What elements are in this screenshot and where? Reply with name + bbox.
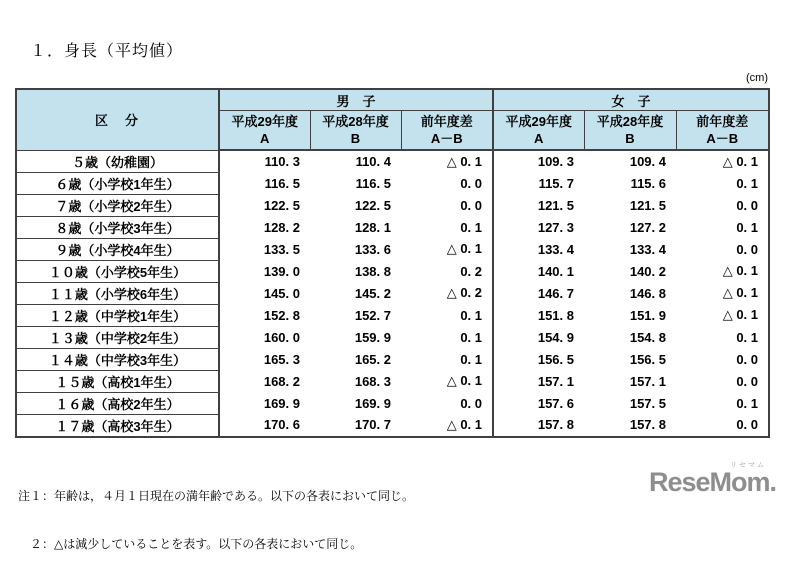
cell-girls-h29: 157. 8: [537, 417, 574, 433]
cell-girls-h28: 146. 8: [629, 285, 666, 301]
cell-girls-h29: 115. 7: [538, 175, 574, 191]
cell-girls-h29: 146. 7: [537, 285, 574, 301]
cell-girls-h28: 127. 2: [629, 219, 666, 235]
cell-boys-diff: △ 0. 1: [401, 414, 493, 437]
cell-boys-h28: 128. 1: [354, 219, 391, 235]
cell-boys-h29: 128. 2: [263, 219, 300, 235]
col-header-girls-diff: [676, 111, 769, 151]
logo-ruby-text: リセマム: [730, 462, 766, 469]
row-label: １４歳（中学校3年生）: [16, 348, 219, 370]
col-header-line2: B: [625, 131, 635, 146]
cell-boys-h28: 133. 6: [354, 241, 391, 257]
cell-girls-diff: 0. 0: [736, 373, 758, 389]
cell-girls-h28: 121. 5: [629, 197, 666, 213]
row-label: ８歳（小学校3年生）: [16, 216, 219, 238]
cell-girls-diff: 0. 0: [736, 241, 758, 257]
row-label: １６歳（高校2年生）: [16, 392, 219, 414]
table-row: [16, 282, 769, 304]
table-row: [16, 260, 769, 282]
cell-boys-h28: 159. 9: [354, 329, 391, 345]
row-label: １７歳（高校3年生）: [16, 414, 219, 437]
table-row: [16, 194, 769, 216]
cell-boys-h29: 122. 5: [263, 197, 300, 213]
cell-girls-diff: 0. 1: [736, 219, 758, 235]
col-header-line1: 平成28年度: [596, 114, 664, 129]
cell-girls-diff: △ 0. 1: [722, 153, 758, 169]
resemom-logo: [649, 460, 776, 495]
row-label: １５歳（高校1年生）: [16, 370, 219, 392]
col-header-line2: A: [534, 131, 544, 146]
cell-boys-h28: 152. 7: [354, 307, 391, 323]
cell-girls-h28: 151. 9: [629, 307, 666, 323]
col-header-girls-h28: [584, 111, 676, 151]
cell-girls-diff: △ 0. 1: [722, 307, 758, 322]
cell-boys-h28: 170. 7: [354, 417, 391, 433]
cell-boys-h29: 110. 3: [264, 154, 300, 169]
cell-boys-h29: 170. 6: [263, 417, 300, 433]
table-row: [16, 238, 769, 260]
cell-girls-h28: 140. 2: [629, 263, 666, 279]
height-average-table: [15, 88, 770, 438]
cell-girls-h28: 157. 8: [629, 417, 666, 433]
cell-boys-h28: 138. 8: [354, 263, 391, 279]
cell-girls-h29: 156. 5: [537, 351, 574, 367]
row-label: ５歳（幼稚園）: [16, 150, 219, 172]
cell-boys-diff: 0. 1: [401, 304, 493, 326]
row-label: １２歳（中学校1年生）: [16, 304, 219, 326]
cell-girls-diff: 0. 1: [736, 329, 758, 345]
cell-boys-diff: △ 0. 2: [401, 282, 493, 304]
cell-girls-h29: 151. 8: [537, 307, 574, 323]
col-header-line1: 前年度差: [696, 114, 749, 129]
col-header-boys-h29: [219, 111, 310, 151]
cell-girls-h29: 109. 3: [537, 154, 574, 169]
col-header-boys-h28: [310, 111, 401, 151]
table-row: [16, 304, 769, 326]
logo-wordmark: ReseMom.: [648, 467, 776, 497]
cell-boys-h28: 110. 4: [355, 154, 391, 169]
cell-girls-diff: 0. 0: [736, 197, 758, 213]
cell-girls-diff: 0. 0: [736, 417, 758, 433]
cell-girls-h29: 157. 6: [537, 395, 574, 411]
cell-boys-diff: △ 0. 1: [401, 150, 493, 172]
table-row: [16, 414, 769, 437]
cell-boys-h29: 145. 0: [263, 285, 300, 301]
cell-boys-h29: 160. 0: [263, 329, 300, 345]
cell-boys-h29: 116. 5: [264, 175, 300, 191]
cell-girls-diff: △ 0. 1: [722, 285, 758, 300]
cell-boys-h28: 165. 2: [354, 351, 391, 367]
cell-girls-h28: 157. 1: [629, 373, 666, 389]
cell-boys-h29: 139. 0: [263, 263, 300, 279]
group-header-boys: 男 子: [219, 89, 493, 111]
col-header-line2: A－B: [706, 131, 739, 146]
cell-girls-diff: 0. 1: [736, 175, 758, 191]
col-header-line1: 平成29年度: [505, 114, 572, 129]
cell-boys-h28: 168. 3: [354, 373, 391, 389]
cell-boys-diff: 0. 1: [401, 326, 493, 348]
cell-girls-h29: 140. 1: [537, 263, 574, 279]
row-label: １３歳（中学校2年生）: [16, 326, 219, 348]
cell-girls-h29: 121. 5: [537, 197, 574, 213]
cell-boys-diff: 0. 0: [401, 392, 493, 414]
table-row: [16, 150, 769, 172]
cell-girls-diff: △ 0. 1: [722, 263, 758, 278]
col-header-line2: B: [350, 131, 361, 146]
cell-boys-h28: 122. 5: [354, 197, 391, 213]
cell-boys-h29: 133. 5: [263, 241, 300, 257]
footnotes: [18, 456, 414, 568]
row-label: １１歳（小学校6年生）: [16, 282, 219, 304]
cell-boys-h29: 152. 8: [263, 307, 300, 323]
unit-label: (cm): [746, 72, 768, 84]
col-header-line2: A－B: [430, 131, 463, 146]
col-header-line2: A: [260, 131, 270, 146]
footnote-2: ２：△は減少していることを表す。以下の各表において同じ。: [18, 537, 363, 551]
page-title: １．身長（平均値）: [30, 43, 184, 60]
col-header-line1: 平成28年度: [322, 114, 389, 129]
cell-girls-h29: 154. 9: [537, 329, 574, 345]
col-header-line1: 平成29年度: [231, 114, 298, 129]
row-label: ９歳（小学校4年生）: [16, 238, 219, 260]
table-row: [16, 326, 769, 348]
table-row: [16, 370, 769, 392]
cell-boys-h29: 169. 9: [263, 395, 300, 411]
footnote-1: 注１：年齢は，４月１日現在の満年齢である。以下の各表において同じ。: [18, 489, 415, 503]
col-header-girls-h29: [493, 111, 584, 151]
cell-girls-h28: 157. 5: [629, 395, 666, 411]
cell-girls-diff: 0. 1: [736, 395, 758, 411]
cell-boys-h29: 165. 3: [263, 351, 300, 367]
row-label: ７歳（小学校2年生）: [16, 194, 219, 216]
col-header-boys-diff: [401, 111, 493, 151]
cell-boys-diff: 0. 0: [401, 194, 493, 216]
cell-boys-diff: △ 0. 1: [401, 238, 493, 260]
cell-girls-h29: 133. 4: [537, 241, 574, 257]
col-header-line1: 前年度差: [420, 114, 473, 129]
table-row: [16, 348, 769, 370]
table-corner-header: 区 分: [16, 89, 219, 150]
row-label: ６歳（小学校1年生）: [16, 172, 219, 194]
cell-boys-h28: 145. 2: [354, 285, 391, 301]
cell-boys-diff: 0. 2: [401, 260, 493, 282]
cell-boys-diff: 0. 1: [401, 216, 493, 238]
cell-girls-h28: 109. 4: [629, 154, 666, 169]
cell-boys-diff: △ 0. 1: [401, 370, 493, 392]
row-label: １０歳（小学校5年生）: [16, 260, 219, 282]
cell-girls-h28: 154. 8: [629, 329, 666, 345]
cell-girls-h28: 115. 6: [630, 175, 666, 191]
cell-boys-h28: 169. 9: [354, 395, 391, 411]
cell-boys-diff: 0. 0: [401, 172, 493, 194]
group-header-girls: 女 子: [493, 89, 769, 111]
table-row: [16, 392, 769, 414]
cell-girls-h29: 127. 3: [537, 219, 574, 235]
cell-boys-h28: 116. 5: [355, 175, 391, 191]
cell-girls-h28: 133. 4: [629, 241, 666, 257]
table-row: [16, 216, 769, 238]
table-row: [16, 172, 769, 194]
cell-girls-diff: 0. 0: [736, 351, 758, 367]
cell-girls-h29: 157. 1: [537, 373, 574, 389]
cell-boys-h29: 168. 2: [263, 373, 300, 389]
cell-boys-diff: 0. 1: [401, 348, 493, 370]
cell-girls-h28: 156. 5: [629, 351, 666, 367]
